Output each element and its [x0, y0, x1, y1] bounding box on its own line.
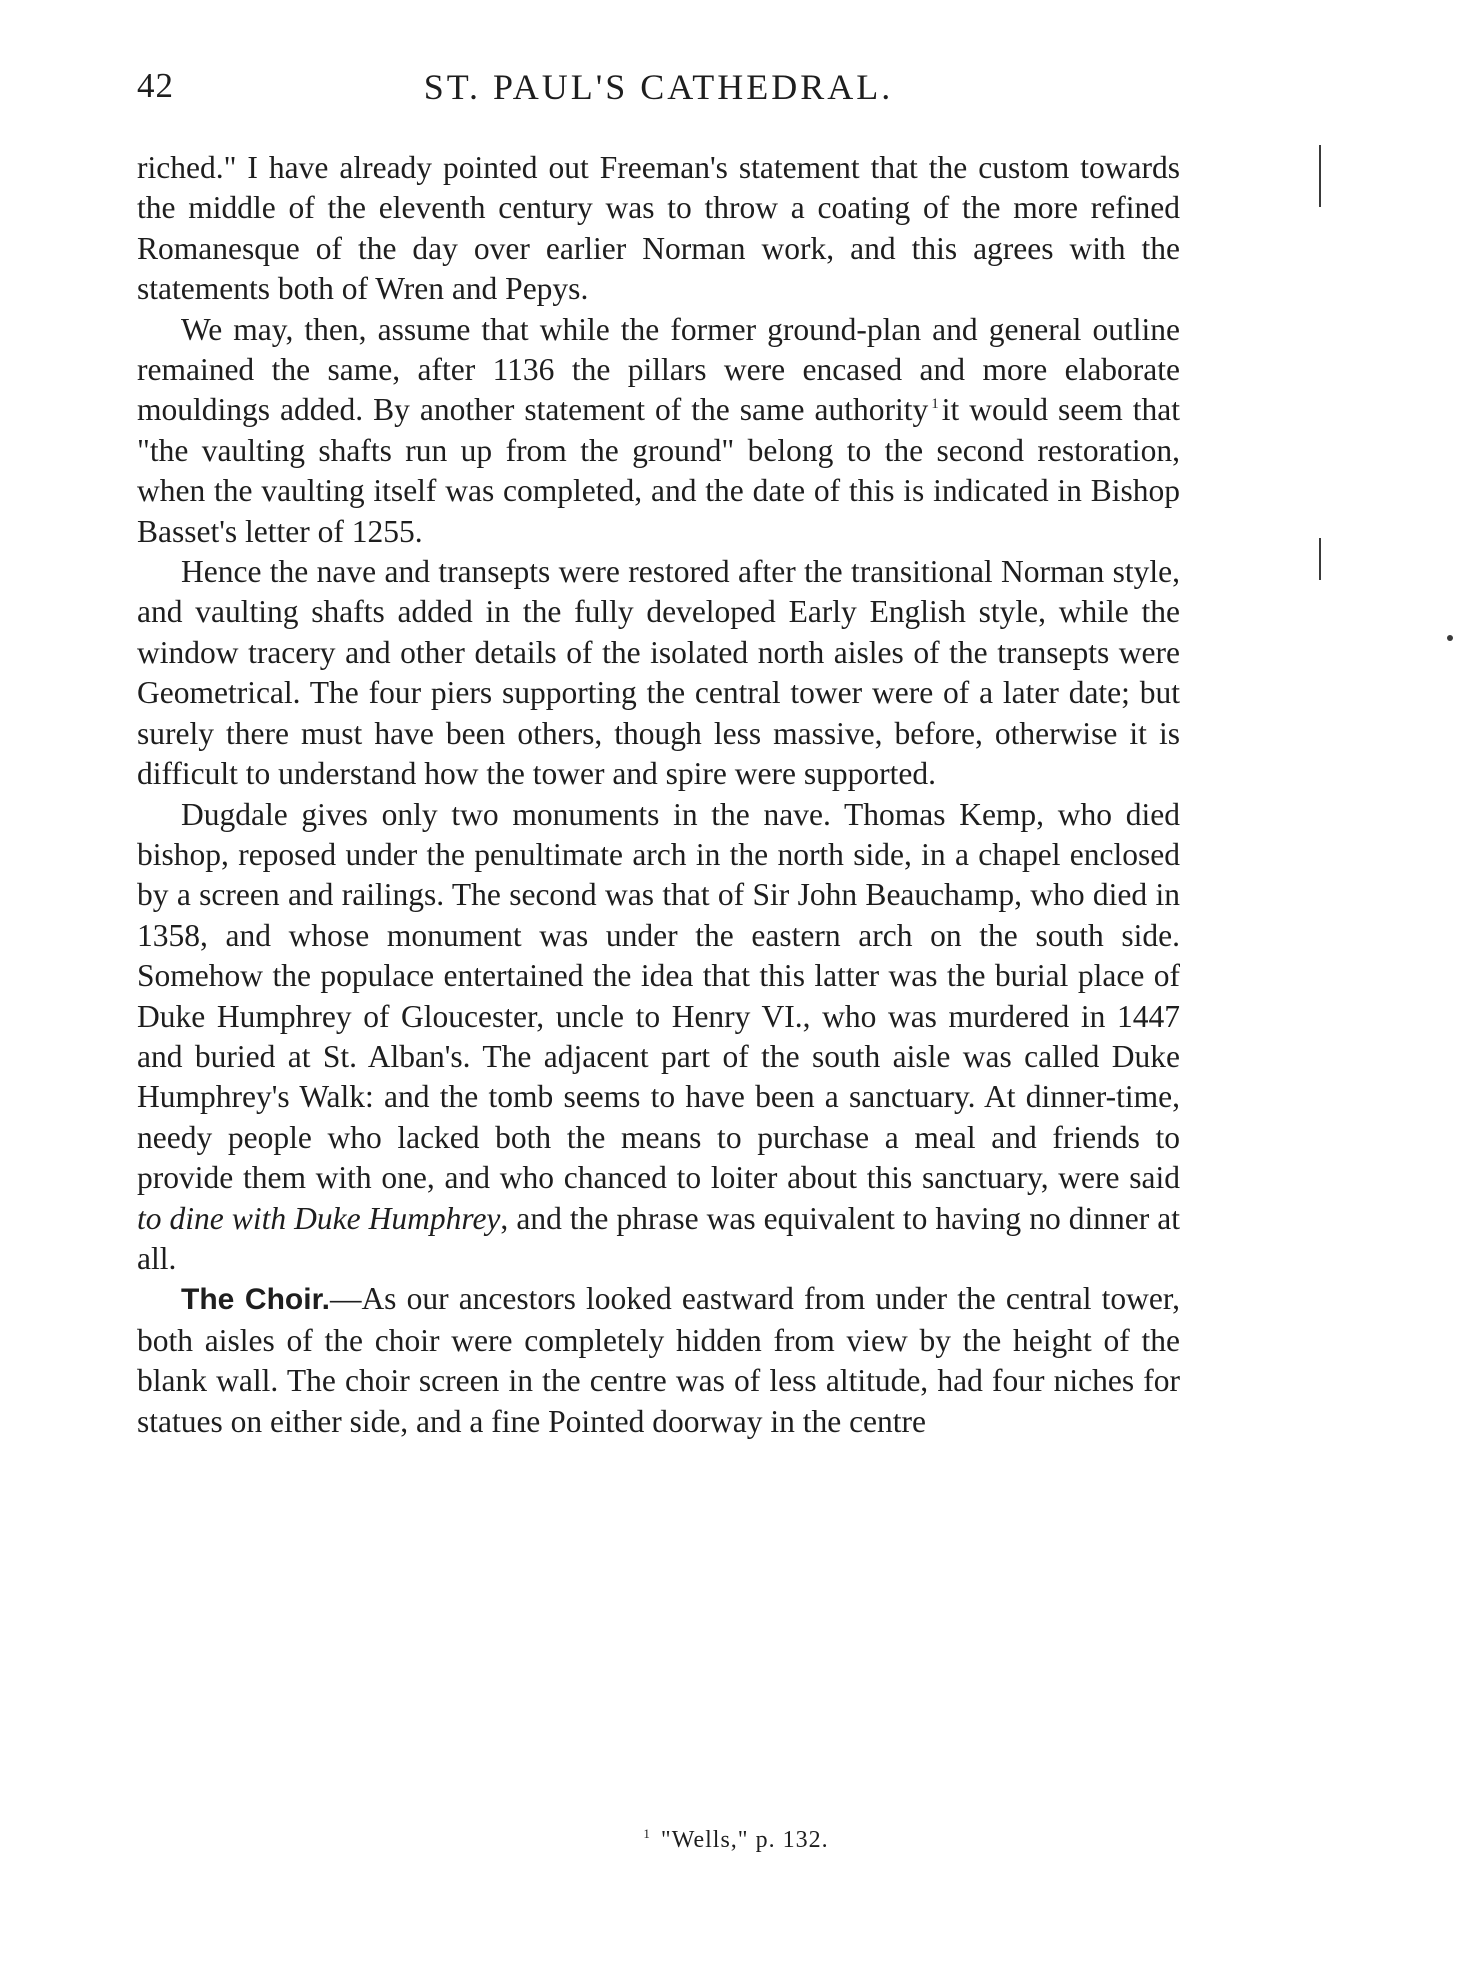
paragraph-text: —As our ancestors looked eastward from under the central tower, both aisles of the choir were completely hidden from view by the height of the blank wall. The choir screen in the centre was of less altitude, had four niches for statues on either side, and a fine Pointed doorway in the centre [137, 1281, 1180, 1439]
paragraph-ground-plan [137, 310, 1180, 552]
paragraph-text: Hence the nave and transepts were restored after the transitional Norman style, and vaulting shafts added in the fully developed Early English style, while the window tracery and other details of the isolated north aisles of the transepts were Geometrical. The four piers supporting the central tower were of a later date; but surely there must have been others, though less massive, before, otherwise it is difficult to understand how the tower and spire were supported. [137, 554, 1180, 792]
footnote-mark: 1 [643, 1826, 651, 1841]
footnote [0, 1826, 1472, 1854]
footnote-text: "Wells," p. 132. [660, 1827, 829, 1853]
margin-mark [1447, 635, 1453, 641]
paragraph-nave-transepts [137, 552, 1180, 794]
page-number: 42 [137, 66, 174, 105]
paragraph-monuments [137, 795, 1180, 1280]
paragraph-continuation [137, 148, 1180, 310]
paragraph-text: riched." I have already pointed out Freeman's statement that the custom towards the middle of the eleventh century was to throw a coating of the more refined Romanesque of the day over earlier Norman work, and this agrees with the statements both of Wren and Pepys. [137, 150, 1180, 307]
italic-phrase: to dine with Duke Humphrey [137, 1200, 501, 1236]
body-text [137, 148, 1180, 1442]
footnote-reference: 1 [931, 396, 939, 413]
section-heading: The Choir. [181, 1283, 330, 1317]
margin-mark [1319, 145, 1321, 207]
page-header [137, 66, 1180, 116]
paragraph-text: it would seem that "the vaulting shafts run up from the ground" belong to the second restoration, when the vaulting itself was completed, and the date of this is indicated in Bishop Basset's letter of 1255. [137, 392, 1180, 549]
paragraph-text: Dugdale gives only two monuments in the nave. Thomas Kemp, who died bishop, reposed under the penultimate arch in the north side, in a chapel enclosed by a screen and railings. The second was that of Sir John Beauchamp, who died in 1358, and whose monument was under the eastern arch on the south side. Somehow the populace entertained the idea that this latter was the burial place of Duke Humphrey of Gloucester, uncle to Henry VI., who was murdered in 1447 and buried at St. Alban's. The adjacent part of the south aisle was called Duke Humphrey's Walk: and the tomb seems to have been a sanctuary. At dinner-time, needy people who lacked both the means to purchase a meal and friends to provide them with one, and who chanced to loiter about this sanctuary, were said [137, 796, 1180, 1196]
paragraph-text: We may, then, assume that while the former ground-plan and general outline remained the same, after 1136 the pillars were encased and more elaborate mouldings added. By another statement of the same authority [137, 311, 1180, 428]
paragraph-text: , and the phrase was equivalent to having no dinner at all. [137, 1200, 1180, 1276]
margin-mark [1319, 538, 1321, 580]
running-title: ST. PAUL'S CATHEDRAL. [423, 67, 894, 107]
paragraph-choir [137, 1279, 1180, 1442]
